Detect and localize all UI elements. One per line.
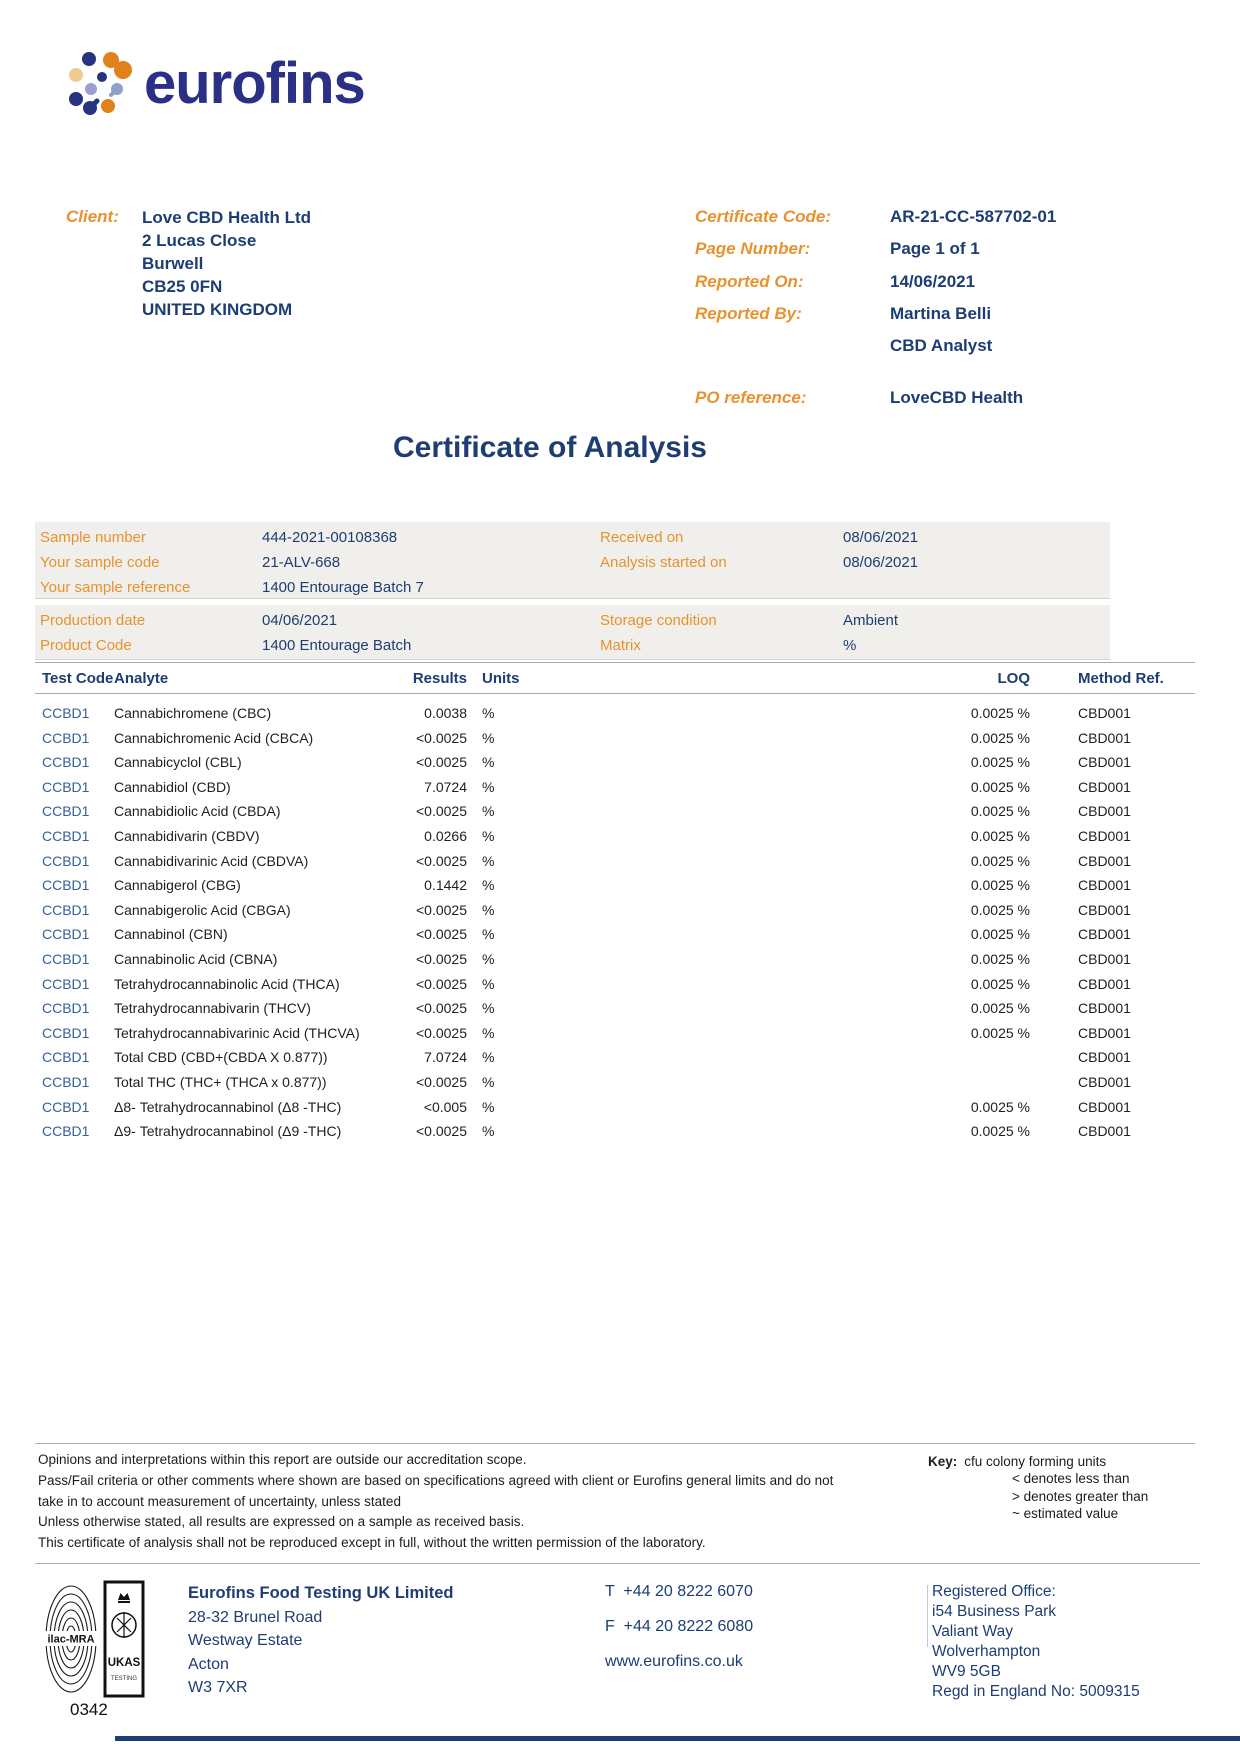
info-label: Analysis started on (600, 554, 727, 571)
cell-units: % (482, 877, 495, 894)
info-label: Product Code (40, 637, 132, 654)
cell-result: <0.0025 (416, 754, 467, 771)
results-table-header (35, 662, 1195, 694)
cell-method-ref: CBD001 (1078, 1024, 1131, 1041)
po-reference-value: LoveCBD Health (890, 388, 1024, 407)
cell-units: % (482, 803, 495, 820)
cell-analyte: Cannabidivarin (CBDV) (114, 827, 260, 844)
reported-on-label: Reported On: (695, 272, 804, 291)
cell-test-code: CCBD1 (42, 1098, 90, 1115)
company-address-line: W3 7XR (188, 1679, 248, 1696)
footer-divider-line (35, 1563, 1200, 1564)
cell-method-ref: CBD001 (1078, 1098, 1131, 1115)
cell-analyte: Cannabigerol (CBG) (114, 877, 241, 894)
cell-units: % (482, 705, 495, 721)
cell-analyte: Cannabinol (CBN) (114, 926, 228, 943)
cell-units: % (482, 901, 495, 918)
cell-analyte: Δ9- Tetrahydrocannabinol (Δ9 -THC) (114, 1123, 342, 1140)
info-value: % (843, 637, 857, 654)
footer-vertical-divider (927, 1585, 928, 1647)
cell-loq: 0.0025 % (970, 1000, 1030, 1017)
cell-test-code: CCBD1 (42, 729, 90, 746)
cell-result: <0.0025 (416, 975, 467, 992)
eurofins-logo-icon (64, 46, 136, 120)
cell-analyte: Tetrahydrocannabivarinic Acid (THCVA) (114, 1024, 360, 1041)
cell-loq: 0.0025 % (970, 705, 1030, 721)
info-value: 21-ALV-668 (262, 554, 341, 571)
cell-result: 7.0724 (424, 778, 467, 795)
registered-office-line: WV9 5GB (932, 1663, 1001, 1680)
cell-method-ref: CBD001 (1078, 975, 1131, 992)
cell-units: % (482, 729, 495, 746)
cell-method-ref: CBD001 (1078, 754, 1131, 771)
cell-method-ref: CBD001 (1078, 729, 1131, 746)
cell-test-code: CCBD1 (42, 827, 90, 844)
info-row (40, 575, 1110, 600)
ilac-mra-text: ilac-MRA (47, 1633, 95, 1646)
cell-loq: 0.0025 % (970, 827, 1030, 844)
info-label: Matrix (600, 637, 641, 654)
cell-test-code: CCBD1 (42, 778, 90, 795)
table-row (35, 1045, 1195, 1070)
website-url: www.eurofins.co.uk (605, 1653, 743, 1670)
cell-analyte: Tetrahydrocannabinolic Acid (THCA) (114, 975, 340, 992)
cell-method-ref: CBD001 (1078, 1123, 1131, 1140)
client-address-line: Burwell (142, 254, 204, 273)
cell-units: % (482, 1049, 495, 1066)
cell-method-ref: CBD001 (1078, 852, 1131, 869)
info-value: 04/06/2021 (262, 612, 338, 629)
table-row (35, 799, 1195, 824)
table-row (35, 775, 1195, 800)
cell-loq: 0.0025 % (970, 1123, 1030, 1140)
ukas-text: UKAS (107, 1657, 141, 1669)
cell-units: % (482, 1123, 495, 1140)
cell-units: % (482, 1073, 495, 1090)
table-row (35, 898, 1195, 923)
cell-analyte: Cannabidiol (CBD) (114, 778, 231, 795)
registered-office-line: Wolverhampton (932, 1643, 1041, 1660)
table-row (35, 726, 1195, 751)
cell-units: % (482, 778, 495, 795)
cell-test-code: CCBD1 (42, 852, 90, 869)
cell-method-ref: CBD001 (1078, 705, 1131, 721)
reporter-role-row (695, 336, 1175, 356)
cell-result: <0.005 (423, 1098, 467, 1115)
header-analyte: Analyte (114, 669, 169, 687)
info-row (40, 633, 1110, 658)
cell-analyte: Cannabidiolic Acid (CBDA) (114, 803, 281, 820)
cell-analyte: Cannabicyclol (CBL) (114, 754, 242, 771)
page-number-row (695, 239, 1175, 259)
cell-analyte: Cannabidivarinic Acid (CBDVA) (114, 852, 309, 869)
cell-loq: 0.0025 % (970, 926, 1030, 943)
bottom-accent-bar (115, 1736, 1240, 1741)
cell-units: % (482, 852, 495, 869)
cell-loq: 0.0025 % (970, 950, 1030, 967)
cell-method-ref: CBD001 (1078, 803, 1131, 820)
registered-office-line: Regd in England No: 5009315 (932, 1683, 1140, 1700)
cell-result: 7.0724 (424, 1049, 467, 1066)
info-label: Your sample code (40, 554, 160, 571)
client-address-line: Love CBD Health Ltd (142, 208, 312, 227)
company-address-line: Acton (188, 1655, 229, 1673)
info-label: Your sample reference (40, 579, 191, 596)
results-table-body (35, 701, 1195, 1144)
table-row (35, 922, 1195, 947)
cell-loq: 0.0025 % (970, 877, 1030, 894)
cell-test-code: CCBD1 (42, 1000, 90, 1017)
contact-block (605, 1583, 753, 1688)
info-value: 08/06/2021 (843, 529, 919, 546)
cell-loq (512, 1070, 1030, 1095)
info-value: 1400 Entourage Batch 7 (262, 579, 424, 596)
cell-units: % (482, 950, 495, 967)
key-symbol-line: > denotes greater than (1012, 1488, 1149, 1504)
cell-method-ref: CBD001 (1078, 1000, 1131, 1017)
company-address-line: 28-32 Brunel Road (188, 1608, 323, 1626)
disclaimer-line: Opinions and interpretations within this report are outside our accreditation scope. (38, 1452, 527, 1467)
key-symbol-line: ~ estimated value (1012, 1506, 1119, 1522)
table-row (35, 1095, 1195, 1120)
cell-method-ref: CBD001 (1078, 877, 1131, 894)
key-symbol-lines (928, 1470, 1228, 1522)
cell-analyte: Tetrahydrocannabivarin (THCV) (114, 1000, 311, 1017)
cell-test-code: CCBD1 (42, 901, 90, 918)
disclaimer-line: take in to account measurement of uncertainty, unless stated (38, 1493, 401, 1509)
production-info-band (35, 605, 1110, 660)
cell-loq: 0.0025 % (970, 1098, 1030, 1115)
header-loq: LOQ (997, 669, 1030, 687)
cell-result: 0.0038 (424, 705, 467, 721)
disclaimer-line: This certificate of analysis shall not be reproduced except in full, without the written permission of the laboratory. (38, 1535, 706, 1551)
registered-office-line: Valiant Way (932, 1623, 1013, 1640)
table-row (35, 972, 1195, 997)
ilac-mra-logo (44, 1583, 98, 1695)
cell-units: % (482, 1098, 495, 1115)
info-row (40, 608, 1110, 633)
cell-analyte: Total CBD (CBD+(CBDA X 0.877)) (114, 1049, 328, 1066)
cell-result: <0.0025 (416, 1073, 467, 1090)
cell-test-code: CCBD1 (42, 975, 90, 992)
client-address-line: 2 Lucas Close (142, 231, 257, 250)
header-results: Results (412, 669, 467, 687)
info-row (40, 525, 1110, 550)
info-row (40, 550, 1110, 575)
company-address-lines (188, 1606, 454, 1700)
company-name: Eurofins Food Testing UK Limited (188, 1584, 454, 1602)
cell-analyte: Cannabichromenic Acid (CBCA) (114, 729, 314, 746)
cell-test-code: CCBD1 (42, 705, 90, 721)
cell-test-code: CCBD1 (42, 1073, 90, 1090)
cell-loq (512, 1045, 1030, 1070)
reported-by-row (695, 304, 1175, 324)
company-address-block (188, 1582, 454, 1700)
cell-loq: 0.0025 % (970, 852, 1030, 869)
table-row (35, 701, 1195, 726)
info-value: 444-2021-00108368 (262, 529, 398, 546)
header-units: Units (482, 669, 520, 687)
table-row (35, 824, 1195, 849)
info-value: 1400 Entourage Batch (262, 637, 412, 654)
disclaimer-divider-line (35, 1443, 1195, 1444)
cell-method-ref: CBD001 (1078, 827, 1131, 844)
client-address-line: UNITED KINGDOM (142, 300, 293, 319)
cell-analyte: Cannabigerolic Acid (CBGA) (114, 901, 291, 918)
reported-by-value: Martina Belli (890, 304, 992, 323)
table-row (35, 1119, 1195, 1144)
info-value: Ambient (843, 612, 899, 629)
cell-units: % (482, 754, 495, 771)
table-row (35, 873, 1195, 898)
reported-on-row (695, 272, 1175, 292)
cell-loq: 0.0025 % (970, 754, 1030, 771)
key-symbol-line: < denotes less than (1012, 1471, 1130, 1487)
key-first-row (928, 1453, 1228, 1470)
document-title: Certificate of Analysis (393, 431, 707, 464)
reporter-role-label (695, 336, 890, 356)
cell-result: <0.0025 (416, 1000, 467, 1017)
info-label: Received on (600, 529, 684, 546)
table-row (35, 849, 1195, 874)
cell-test-code: CCBD1 (42, 803, 90, 820)
cell-loq: 0.0025 % (970, 803, 1030, 820)
table-row (35, 947, 1195, 972)
cell-units: % (482, 1000, 495, 1017)
accreditation-number: 0342 (70, 1700, 108, 1719)
fax-number: F +44 20 8222 6080 (605, 1618, 754, 1635)
cell-loq: 0.0025 % (970, 729, 1030, 746)
cell-loq: 0.0025 % (970, 901, 1030, 918)
page-number-value: Page 1 of 1 (890, 239, 980, 258)
cell-loq: 0.0025 % (970, 778, 1030, 795)
po-reference-row (695, 388, 1175, 408)
cell-method-ref: CBD001 (1078, 901, 1131, 918)
eurofins-logo-text: eurofins (144, 51, 365, 116)
company-address-line: Westway Estate (188, 1632, 303, 1649)
cell-method-ref: CBD001 (1078, 1073, 1131, 1090)
cell-result: <0.0025 (416, 729, 467, 746)
ukas-sub-text: TESTING (110, 1676, 138, 1682)
key-cfu-line: cfu colony forming units (964, 1454, 1107, 1469)
reported-by-label: Reported By: (695, 304, 802, 323)
disclaimer-line: Unless otherwise stated, all results are expressed on a sample as received basis. (38, 1514, 525, 1530)
cell-test-code: CCBD1 (42, 926, 90, 943)
client-label: Client: (66, 207, 119, 226)
header-method-ref: Method Ref. (1078, 669, 1164, 687)
certificate-code-row (695, 207, 1175, 227)
cell-method-ref: CBD001 (1078, 1049, 1131, 1066)
registered-office-line: i54 Business Park (932, 1603, 1057, 1620)
cell-test-code: CCBD1 (42, 1123, 90, 1140)
cell-result: 0.0266 (424, 827, 467, 844)
disclaimer-line: Pass/Fail criteria or other comments where shown are based on specifications agreed with client or Eurofins general limits and do not (38, 1472, 834, 1488)
ukas-testing-logo (103, 1580, 145, 1698)
info-label: Sample number (40, 529, 146, 546)
po-reference-label: PO reference: (695, 388, 807, 407)
registered-office-line: Registered Office: (932, 1583, 1056, 1600)
cell-result: <0.0025 (416, 950, 467, 967)
cell-test-code: CCBD1 (42, 1049, 90, 1066)
reporter-role-value: CBD Analyst (890, 336, 993, 355)
disclaimer-block (38, 1450, 898, 1554)
sample-info-band (35, 522, 1110, 599)
info-value (843, 575, 1110, 600)
cell-test-code: CCBD1 (42, 877, 90, 894)
info-label: Storage condition (600, 612, 717, 629)
table-row (35, 1021, 1195, 1046)
info-label: Production date (40, 612, 146, 629)
cell-test-code: CCBD1 (42, 950, 90, 967)
cell-result: <0.0025 (416, 926, 467, 943)
cell-method-ref: CBD001 (1078, 778, 1131, 795)
cell-analyte: Total THC (THC+ (THCA x 0.877)) (114, 1073, 327, 1090)
cell-analyte: Cannabichromene (CBC) (114, 705, 272, 721)
cell-method-ref: CBD001 (1078, 950, 1131, 967)
info-label (600, 575, 843, 600)
table-row (35, 996, 1195, 1021)
cell-units: % (482, 827, 495, 844)
cell-result: <0.0025 (416, 1123, 467, 1140)
client-address-line: CB25 0FN (142, 277, 223, 296)
cell-analyte: Δ8- Tetrahydrocannabinol (Δ8 -THC) (114, 1098, 342, 1115)
key-block (928, 1453, 1228, 1523)
page-number-label: Page Number: (695, 239, 811, 258)
cell-result: 0.1442 (424, 877, 467, 894)
cell-result: <0.0025 (416, 852, 467, 869)
cell-test-code: CCBD1 (42, 754, 90, 771)
cell-loq: 0.0025 % (970, 975, 1030, 992)
cell-result: <0.0025 (416, 901, 467, 918)
cell-loq: 0.0025 % (970, 1024, 1030, 1041)
cell-test-code: CCBD1 (42, 1024, 90, 1041)
reported-on-value: 14/06/2021 (890, 272, 976, 291)
cell-units: % (482, 1024, 495, 1041)
key-label: Key: (928, 1454, 958, 1469)
registered-office-block (932, 1582, 1140, 1702)
cell-result: <0.0025 (416, 803, 467, 820)
phone-number: T +44 20 8222 6070 (605, 1583, 753, 1600)
cell-units: % (482, 975, 495, 992)
certificate-code-label: Certificate Code: (695, 207, 832, 226)
cell-analyte: Cannabinolic Acid (CBNA) (114, 950, 278, 967)
table-row (35, 750, 1195, 775)
cell-units: % (482, 926, 495, 943)
info-value: 08/06/2021 (843, 554, 919, 571)
cell-method-ref: CBD001 (1078, 926, 1131, 943)
header-test-code: Test Code (42, 669, 114, 687)
client-address-block (142, 206, 311, 321)
table-row (35, 1070, 1195, 1095)
certificate-code-value: AR-21-CC-587702-01 (890, 207, 1057, 226)
cell-result: <0.0025 (416, 1024, 467, 1041)
